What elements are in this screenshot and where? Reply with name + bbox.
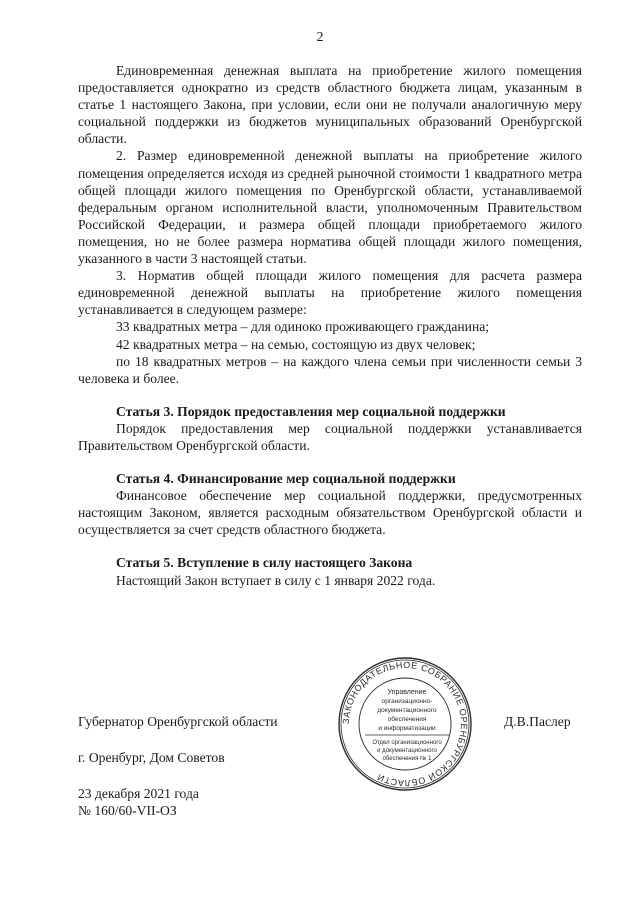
governor-title: Губернатор Оренбургской области xyxy=(78,714,278,729)
seal-line-5: и информатизации xyxy=(378,725,436,732)
governor-name: Д.В.Паслер xyxy=(504,714,571,729)
norm-two-persons: 42 квадратных метра – на семью, состоящую из двух человек; xyxy=(116,336,476,352)
article-3-heading: Статья 3. Порядок предоставления мер социальной поддержки xyxy=(116,403,506,419)
seal-ring-text: ЗАКОНОДАТЕЛЬНОЕ СОБРАНИЕ ОРЕНБУРГСКОЙ ОБЛАСТИ xyxy=(340,659,470,789)
article-5-text: Настоящий Закон вступает в силу с 1 января 2022 года. xyxy=(116,572,436,588)
norm-three-plus: по 18 квадратных метров – на каждого члена семьи при численности семьи 3 человека и более. xyxy=(78,353,582,386)
signing-date: 23 декабря 2021 года xyxy=(78,786,199,801)
seal-line-1: Управление xyxy=(387,689,427,696)
article-4-text: Финансовое обеспечение мер социальной поддержки, предусмотренных настоящим Законом, является расходным обязательством Оренбургской области и осуществляется за счет средств областного бюджета. xyxy=(78,488,582,538)
official-seal xyxy=(337,656,473,792)
article-5-heading: Статья 5. Вступление в силу настоящего Закона xyxy=(116,555,413,571)
seal-line-6: Отдел организационного xyxy=(372,740,442,746)
seal-line-8: обеспечения № 1 xyxy=(382,756,432,762)
seal-line-7: и документационного xyxy=(377,748,437,754)
document-body xyxy=(78,62,582,589)
paragraph-norm: 3. Норматив общей площади жилого помещения для расчета размера единовременной денежной выплаты на приобретение жилого помещения устанавливается в следующем размере: xyxy=(78,268,582,318)
law-number: № 160/60-VII-ОЗ xyxy=(78,803,177,818)
seal-line-3: документационного xyxy=(377,707,437,714)
page-number: 2 xyxy=(316,30,324,45)
article-3-text: Порядок предоставления мер социальной поддержки устанавливается Правительством Оренбургской области. xyxy=(78,420,582,453)
seal-line-2: организационно- xyxy=(381,698,433,705)
paragraph-amount: 2. Размер единовременной денежной выплаты на приобретение жилого помещения определяется исходя из средней рыночной стоимости 1 квадратного метра общей площади жилого помещения по Оренбургской области, устанавливаемой федеральным органом исполнительной власти, уполномоченным Правительством Российской Федерации, и размера общей площади приобретаемого жилого помещения, но не более размера норматива общей площади жилого помещения, указанного в части 3 настоящей статьи. xyxy=(78,148,582,267)
article-4-heading: Статья 4. Финансирование мер социальной поддержки xyxy=(116,471,456,487)
seal-line-4: обеспечения xyxy=(387,716,427,723)
norm-single: 33 квадратных метра – для одиноко проживающего гражданина; xyxy=(116,319,490,335)
signing-place: г. Оренбург, Дом Советов xyxy=(78,750,225,765)
paragraph-lump-sum: Единовременная денежная выплата на приобретение жилого помещения предоставляется однократно из средств областного бюджета лицам, указанным в статье 1 настоящего Закона, при условии, если они не получали аналогичную меру социальной поддержки из бюджетов муниципальных образований Оренбургской области. xyxy=(78,63,582,147)
